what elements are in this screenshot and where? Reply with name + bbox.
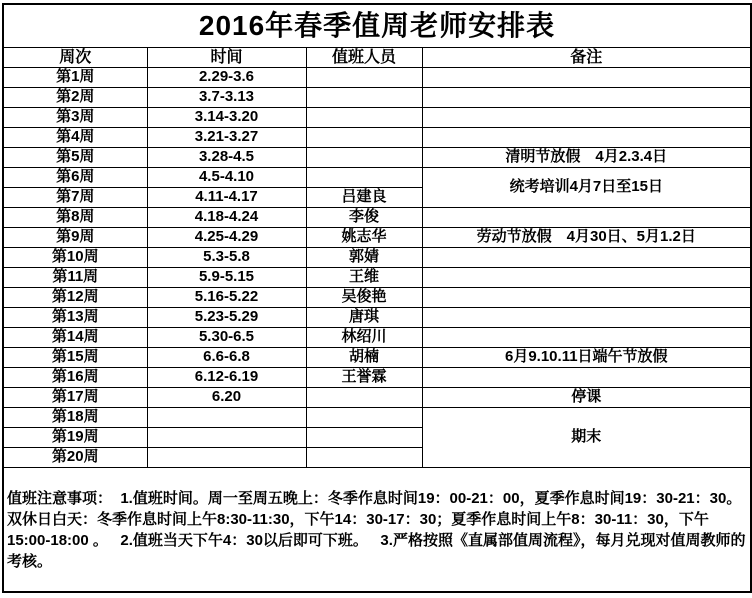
time-cell: 2.29-3.6 bbox=[147, 68, 306, 88]
week-cell: 第8周 bbox=[3, 208, 147, 228]
week-cell: 第11周 bbox=[3, 268, 147, 288]
table-row-week9 bbox=[3, 228, 751, 248]
note-cell bbox=[422, 368, 751, 388]
person-cell: 林绍川 bbox=[306, 328, 422, 348]
time-cell: 3.7-3.13 bbox=[147, 88, 306, 108]
table-row-week14 bbox=[3, 328, 751, 348]
time-cell bbox=[147, 408, 306, 428]
note-cell bbox=[422, 288, 751, 308]
time-cell: 6.12-6.19 bbox=[147, 368, 306, 388]
week-cell: 第6周 bbox=[3, 168, 147, 188]
table-row-week6 bbox=[3, 168, 751, 188]
note-cell-merged: 统考培训4月7日至15日 bbox=[422, 168, 751, 208]
header-row bbox=[3, 48, 751, 68]
time-cell bbox=[147, 448, 306, 468]
time-cell: 5.30-6.5 bbox=[147, 328, 306, 348]
week-cell: 第16周 bbox=[3, 368, 147, 388]
person-cell bbox=[306, 168, 422, 188]
person-cell: 吕建良 bbox=[306, 188, 422, 208]
title-row bbox=[3, 4, 751, 48]
person-cell: 李俊 bbox=[306, 208, 422, 228]
table-row-week18 bbox=[3, 408, 751, 428]
note-cell: 停课 bbox=[422, 388, 751, 408]
week-cell: 第3周 bbox=[3, 108, 147, 128]
time-cell: 6.6-6.8 bbox=[147, 348, 306, 368]
week-cell: 第5周 bbox=[3, 148, 147, 168]
page-title: 2016年春季值周老师安排表 bbox=[3, 4, 751, 48]
person-cell bbox=[306, 88, 422, 108]
person-cell: 郭婧 bbox=[306, 248, 422, 268]
person-cell bbox=[306, 108, 422, 128]
table-row-week4 bbox=[3, 128, 751, 148]
person-cell bbox=[306, 148, 422, 168]
note-cell bbox=[422, 68, 751, 88]
table-row-week17 bbox=[3, 388, 751, 408]
person-cell bbox=[306, 448, 422, 468]
table-row-week1 bbox=[3, 68, 751, 88]
person-cell bbox=[306, 68, 422, 88]
time-cell: 6.20 bbox=[147, 388, 306, 408]
note-cell: 6月9.10.11日端午节放假 bbox=[422, 348, 751, 368]
note-cell bbox=[422, 268, 751, 288]
person-cell bbox=[306, 428, 422, 448]
person-cell bbox=[306, 408, 422, 428]
time-cell: 4.11-4.17 bbox=[147, 188, 306, 208]
time-cell bbox=[147, 428, 306, 448]
week-cell: 第20周 bbox=[3, 448, 147, 468]
duty-schedule-table bbox=[2, 3, 752, 593]
table-row-week15 bbox=[3, 348, 751, 368]
note-cell: 劳动节放假 4月30日、5月1.2日 bbox=[422, 228, 751, 248]
table-row-week11 bbox=[3, 268, 751, 288]
schedule-sheet bbox=[2, 3, 752, 593]
table-row-week10 bbox=[3, 248, 751, 268]
note-cell bbox=[422, 108, 751, 128]
note-cell bbox=[422, 88, 751, 108]
week-cell: 第2周 bbox=[3, 88, 147, 108]
time-cell: 5.16-5.22 bbox=[147, 288, 306, 308]
time-cell: 5.23-5.29 bbox=[147, 308, 306, 328]
note-cell bbox=[422, 248, 751, 268]
week-cell: 第18周 bbox=[3, 408, 147, 428]
header-week: 周次 bbox=[3, 48, 147, 68]
time-cell: 3.28-4.5 bbox=[147, 148, 306, 168]
week-cell: 第14周 bbox=[3, 328, 147, 348]
time-cell: 4.18-4.24 bbox=[147, 208, 306, 228]
person-cell: 姚志华 bbox=[306, 228, 422, 248]
footer-row bbox=[3, 468, 751, 593]
header-person: 值班人员 bbox=[306, 48, 422, 68]
week-cell: 第19周 bbox=[3, 428, 147, 448]
time-cell: 5.9-5.15 bbox=[147, 268, 306, 288]
note-cell bbox=[422, 128, 751, 148]
week-cell: 第15周 bbox=[3, 348, 147, 368]
time-cell: 3.14-3.20 bbox=[147, 108, 306, 128]
week-cell: 第13周 bbox=[3, 308, 147, 328]
note-cell: 清明节放假 4月2.3.4日 bbox=[422, 148, 751, 168]
week-cell: 第12周 bbox=[3, 288, 147, 308]
week-cell: 第7周 bbox=[3, 188, 147, 208]
person-cell: 王誉霖 bbox=[306, 368, 422, 388]
time-cell: 3.21-3.27 bbox=[147, 128, 306, 148]
week-cell: 第1周 bbox=[3, 68, 147, 88]
table-row-week13 bbox=[3, 308, 751, 328]
header-time: 时间 bbox=[147, 48, 306, 68]
note-cell-merged: 期末 bbox=[422, 408, 751, 468]
person-cell: 唐琪 bbox=[306, 308, 422, 328]
person-cell: 王维 bbox=[306, 268, 422, 288]
note-cell bbox=[422, 308, 751, 328]
table-row-week3 bbox=[3, 108, 751, 128]
note-cell bbox=[422, 208, 751, 228]
time-cell: 4.5-4.10 bbox=[147, 168, 306, 188]
table-row-week12 bbox=[3, 288, 751, 308]
person-cell bbox=[306, 388, 422, 408]
duty-notes-text: 值班注意事项： 1.值班时间。周一至周五晚上：冬季作息时间19：00-21：00，夏季作息时间19：30-21：30。 双休日白天：冬季作息时间上午8:30-11:30，下午14：30-17：30；夏季作息时间上午8：30-11：30，下午15:00-18:00 。 2.值班当天下午4：30以后即可下班。 3.严格按照《直属部值周流程》，每月兑现对值周教师的考核。 bbox=[3, 468, 751, 593]
table-row-week16 bbox=[3, 368, 751, 388]
person-cell: 吴俊艳 bbox=[306, 288, 422, 308]
week-cell: 第17周 bbox=[3, 388, 147, 408]
week-cell: 第9周 bbox=[3, 228, 147, 248]
week-cell: 第10周 bbox=[3, 248, 147, 268]
person-cell: 胡楠 bbox=[306, 348, 422, 368]
week-cell: 第4周 bbox=[3, 128, 147, 148]
table-row-week2 bbox=[3, 88, 751, 108]
table-row-week5 bbox=[3, 148, 751, 168]
note-cell bbox=[422, 328, 751, 348]
person-cell bbox=[306, 128, 422, 148]
time-cell: 5.3-5.8 bbox=[147, 248, 306, 268]
time-cell: 4.25-4.29 bbox=[147, 228, 306, 248]
table-row-week8 bbox=[3, 208, 751, 228]
header-note: 备注 bbox=[422, 48, 751, 68]
